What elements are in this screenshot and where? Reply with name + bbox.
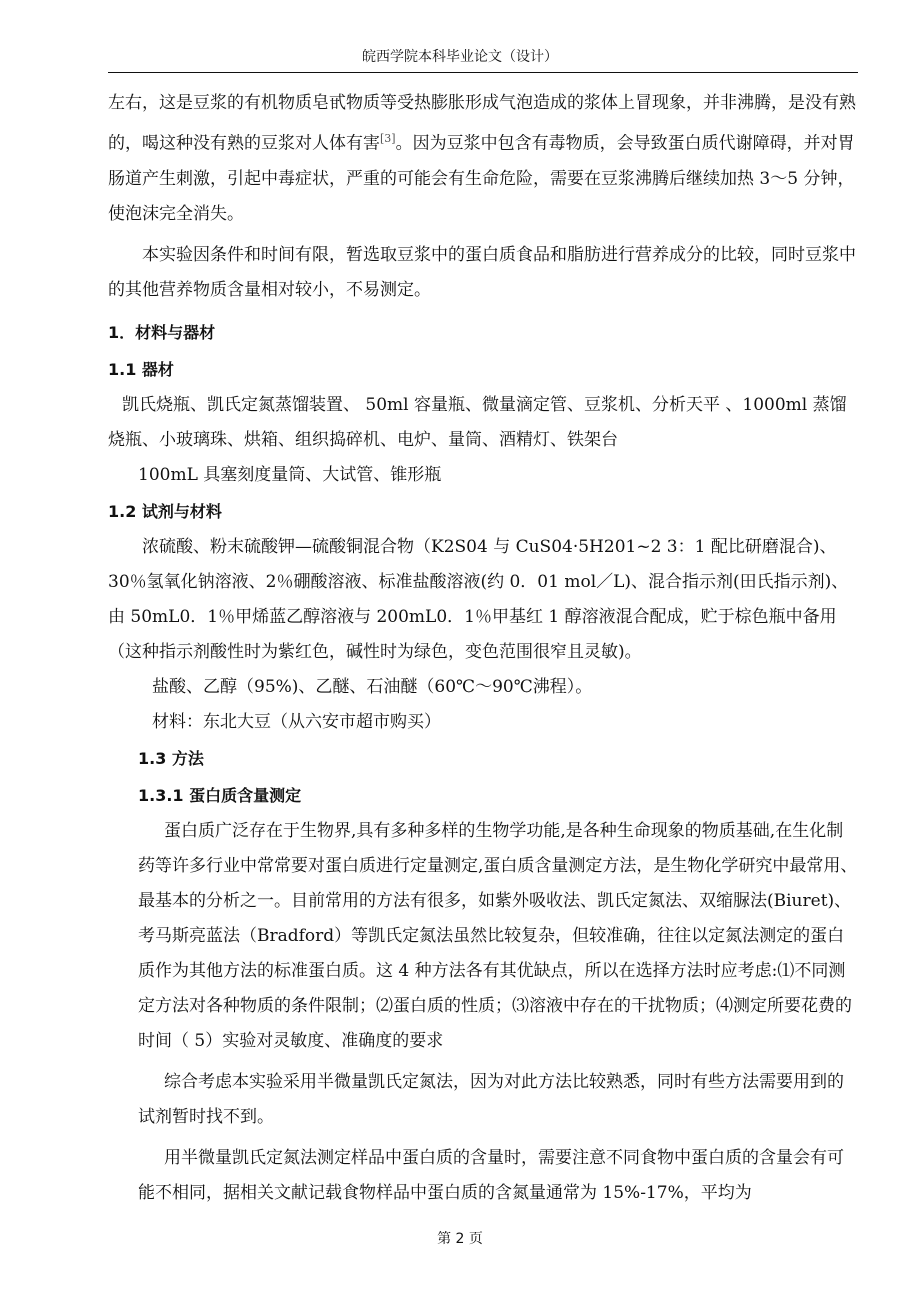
paragraph: 盐酸、乙醇（95%)、乙醚、石油醚（60℃～90℃沸程）。 <box>152 676 593 697</box>
paragraph: 蛋白质广泛存在于生物界,具有多种多样的生物学功能,是各种生命现象的物质基础,在生化制药等许多行业中常常要对蛋白质进行定量测定,蛋白质含量测定方法，是生物化学研究中最常用、最基本的分析之一。目前常用的方法有很多，如紫外吸收法、凯氏定氮法、双缩脲法(Biuret)、考马斯亮蓝法（Bradford）等凯氏定氮法虽然比较复杂，但较准确，往往以定氮法测定的蛋白质作为其他方法的标准蛋白质。这 4 种方法各有其优缺点，所以在选择方法时应考虑:⑴不同测定方法对各种物质的条件限制；⑵蛋白质的性质；⑶溶液中存在的干扰物质；⑷测定所要花费的时间（ 5）实验对灵敏度、准确度的要求 <box>138 820 858 1051</box>
document-body <box>108 86 858 1211</box>
section-heading: 1.3 方法 <box>138 748 204 768</box>
section-heading: 1.3.1 蛋白质含量测定 <box>138 785 302 805</box>
section-heading: 1.2 试剂与材料 <box>108 501 222 521</box>
paragraph: 本实验因条件和时间有限，暂选取豆浆中的蛋白质食品和脂肪进行营养成分的比较，同时豆浆中的其他营养物质含量相对较小，不易测定。 <box>108 244 856 300</box>
section-heading: 1.1 器材 <box>108 359 174 379</box>
paragraph: 100mL 具塞刻度量筒、大试管、锥形瓶 <box>138 464 442 485</box>
section-heading: 1．材料与器材 <box>108 322 216 342</box>
paragraph: 综合考虑本实验采用半微量凯氏定氮法，因为对此方法比较熟悉，同时有些方法需要用到的试剂暂时找不到。 <box>138 1071 844 1127</box>
header-divider <box>108 72 858 73</box>
citation-ref: [3] <box>380 132 396 145</box>
paragraph-text: 。因为豆浆中包含有毒物质，会导致蛋白质代谢障碍，并对胃肠道产生刺激，引起中毒症状，严重的可能会有生命危险，需要在豆浆沸腾后继续加热 3～5 分钟，使泡沫完全消失。 <box>108 133 855 224</box>
paragraph <box>108 86 858 232</box>
paragraph: 浓硫酸、粉末硫酸钾—硫酸铜混合物（K2S04 与 CuS04·5H201~2 3：1 配比研磨混合)、30％氢氧化钠溶液、2％硼酸溶液、标准盐酸溶液(约 0．01 mol／L)、混合指示剂(田氏指示剂)、由 50mL0．1％甲烯蓝乙醇溶液与 200mL0．1％甲基红 1 醇溶液混合配成，贮于棕色瓶中备用（这种指示剂酸性时为紫红色，碱性时为绿色，变色范围很窄且灵敏)。 <box>108 536 849 662</box>
page-header: 皖西学院本科毕业论文（设计） <box>362 49 558 65</box>
paragraph-text: 左右，这是豆浆的有机物质皂甙物质等受热膨胀形成气泡造成的浆体上冒现象，并非沸腾，是没有熟的，喝这种没有熟的豆浆对人体有害 <box>108 93 856 154</box>
paragraph: 用半微量凯氏定氮法测定样品中蛋白质的含量时，需要注意不同食物中蛋白质的含量会有可能不相同，据相关文献记载食物样品中蛋白质的含氮量通常为 15%-17%，平均为 <box>138 1147 844 1203</box>
paragraph: 材料：东北大豆（从六安市超市购买） <box>152 711 441 732</box>
paragraph: 凯氏烧瓶、凯氏定氮蒸馏装置、 50ml 容量瓶、微量滴定管、豆浆机、分析天平 、1000ml 蒸馏烧瓶、小玻璃珠、烘箱、组织捣碎机、电炉、量筒、酒精灯、铁架台 <box>108 394 847 450</box>
page-number: 第 2 页 <box>437 1231 483 1247</box>
